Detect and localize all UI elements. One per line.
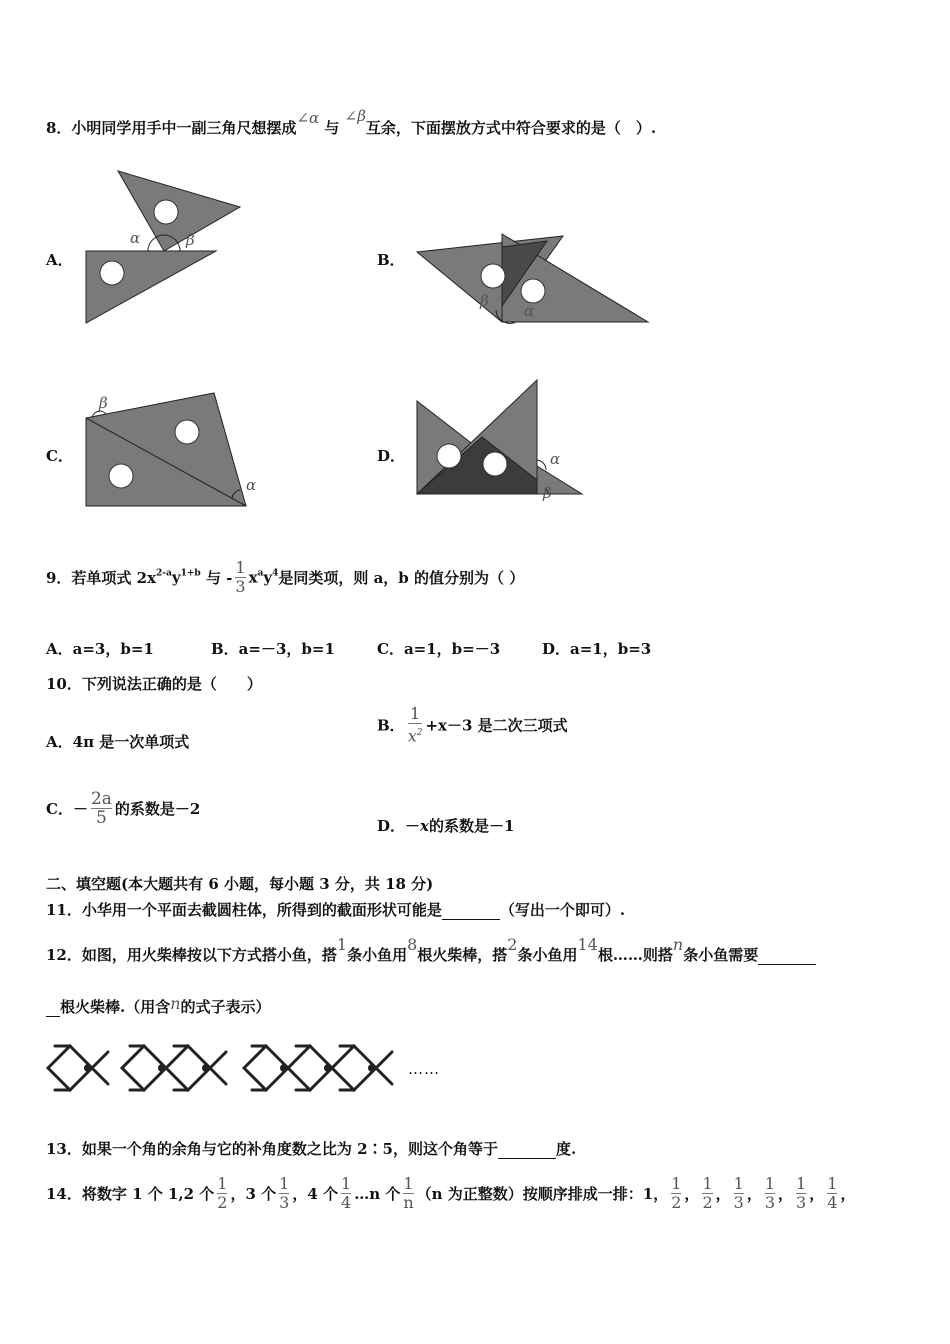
q14-sep: ， bbox=[778, 1185, 794, 1203]
q10-stem: 10．下列说法正确的是（ ） bbox=[46, 675, 262, 693]
q9-option-d: D．a=1，b=3 bbox=[542, 640, 652, 658]
q10-option-c bbox=[46, 790, 200, 827]
q10-d-rest: 的系数是－1 bbox=[428, 817, 515, 835]
q10-b-label: B． bbox=[377, 716, 405, 735]
q9-option-c: C．a=1，b=－3 bbox=[377, 640, 501, 658]
q8-text-after: 互余，下面摆放方式中符合要求的是（ ）. bbox=[365, 119, 657, 137]
q14-p4: …n 个 bbox=[354, 1185, 401, 1203]
q14-seq-3 bbox=[765, 1175, 775, 1212]
q9-suffix: 是同类项，则 a，b 的值分别为（ ） bbox=[278, 569, 525, 587]
q8-option-c-label: C． bbox=[46, 447, 73, 465]
q9-frac-num: 1 bbox=[235, 558, 246, 577]
q8-option-d-label: D． bbox=[377, 447, 406, 465]
q10-d-x: x bbox=[420, 817, 429, 835]
q12-p1: 12．如图，用火柴棒按以下方式搭小鱼，搭 bbox=[46, 946, 337, 964]
q8-angle-alpha: ∠α bbox=[296, 109, 320, 127]
q14-seq-1-num: 1 bbox=[702, 1174, 713, 1193]
q14-f4-den: n bbox=[403, 1193, 414, 1212]
q14-seq-0-num: 1 bbox=[671, 1174, 682, 1193]
q12-line2 bbox=[46, 996, 271, 1017]
q8-option-a-label: A． bbox=[46, 251, 73, 269]
q14-f3-den: 4 bbox=[341, 1193, 352, 1212]
q9-exp4: 4 bbox=[272, 568, 279, 579]
q14-f2-den: 3 bbox=[279, 1193, 290, 1212]
q14 bbox=[46, 1175, 855, 1212]
q14-f4-num: 1 bbox=[403, 1174, 414, 1193]
q11-blank bbox=[442, 901, 500, 920]
q9-option-b: B．a=－3，b=1 bbox=[211, 640, 335, 658]
q12-p6: 条小鱼需要 bbox=[683, 946, 759, 964]
q13-blank bbox=[498, 1140, 556, 1159]
option-a-beta: β bbox=[186, 231, 195, 249]
q14-seq-0 bbox=[671, 1175, 681, 1212]
section-2-heading: 二、填空题(本大题共有 6 小题，每小题 3 分，共 18 分) bbox=[46, 875, 434, 893]
q12-n4: 14 bbox=[577, 935, 598, 954]
q14-seq-2-num: 1 bbox=[733, 1174, 744, 1193]
q14-seq-3-num: 1 bbox=[764, 1174, 776, 1193]
option-b-beta: β bbox=[480, 292, 489, 310]
q10-b-den-x: x bbox=[407, 726, 417, 746]
q9-y2: y bbox=[263, 568, 273, 587]
q14-seq-1 bbox=[702, 1175, 712, 1212]
q9-exp2: 1+b bbox=[180, 568, 201, 579]
q9-term: x bbox=[248, 568, 258, 587]
option-b-alpha: α bbox=[524, 302, 535, 320]
q12-p5: 根……则搭 bbox=[597, 946, 673, 964]
option-d-figure bbox=[417, 380, 582, 494]
q14-seq-3-den: 3 bbox=[764, 1193, 776, 1212]
q14-frac-2 bbox=[279, 1175, 289, 1212]
q10-b-rest: +x－3 是二次三项式 bbox=[425, 716, 568, 735]
q14-frac-1 bbox=[217, 1175, 227, 1212]
q14-seq-4-den: 3 bbox=[796, 1193, 807, 1212]
option-d-alpha: α bbox=[550, 450, 561, 468]
q14-f2-num: 1 bbox=[279, 1174, 290, 1193]
q10-option-d bbox=[377, 815, 514, 836]
option-c-alpha: α bbox=[246, 476, 257, 494]
q9-mid: 与 - bbox=[200, 569, 233, 587]
q13 bbox=[46, 1138, 576, 1159]
option-d-beta: β bbox=[543, 484, 552, 502]
q14-p2: ，3 个 bbox=[230, 1185, 277, 1203]
q14-seq-4-num: 1 bbox=[796, 1174, 807, 1193]
q9-exp3: a bbox=[257, 568, 264, 579]
q14-seq-5-num: 1 bbox=[827, 1174, 838, 1193]
q11-text: 11．小华用一个平面去截圆柱体，所得到的截面形状可能是 bbox=[46, 901, 442, 919]
q12-n5: n bbox=[672, 935, 684, 954]
q9-option-a: A．a=3，b=1 bbox=[46, 640, 154, 658]
q9-fraction bbox=[235, 559, 245, 596]
q12-n3: 2 bbox=[507, 935, 518, 954]
q12-p2: 条小鱼用 bbox=[347, 946, 408, 964]
q12-line2-n: n bbox=[170, 994, 181, 1013]
q14-f1-den: 2 bbox=[217, 1193, 228, 1212]
q10-b-den bbox=[408, 724, 423, 745]
q9-y: y bbox=[171, 568, 181, 587]
q14-p3: ，4 个 bbox=[292, 1185, 339, 1203]
q8-angle-beta: ∠β bbox=[344, 107, 366, 125]
q14-sep: ， bbox=[684, 1185, 700, 1203]
q12-p3: 根火柴棒，搭 bbox=[417, 946, 508, 964]
q12-n1: 1 bbox=[336, 935, 348, 954]
q10-b-den-exp: 2 bbox=[416, 728, 423, 738]
q12-line1 bbox=[46, 935, 816, 965]
q8-text-before: 8．小明同学用手中一副三角尺想摆成 bbox=[46, 119, 297, 137]
q12-blank-b bbox=[46, 998, 60, 1017]
q14-seq-5-den: 4 bbox=[827, 1193, 838, 1212]
q11 bbox=[46, 899, 625, 920]
q14-sep: ， bbox=[809, 1185, 825, 1203]
q13-text: 13．如果一个角的余角与它的补角度数之比为 2∶5，则这个角等于 bbox=[46, 1140, 498, 1158]
q9-frac-den: 3 bbox=[235, 577, 246, 596]
q14-p5: （n 为正整数）按顺序排成一排：1， bbox=[416, 1185, 669, 1203]
q12-blank-a bbox=[758, 946, 816, 965]
q14-seq-2-den: 3 bbox=[733, 1193, 744, 1212]
q10-c-rest: 的系数是－2 bbox=[114, 800, 201, 818]
q14-seq-5 bbox=[827, 1175, 837, 1212]
q13-suffix: 度. bbox=[555, 1140, 577, 1158]
q10-c-num: 2a bbox=[90, 789, 112, 809]
q10-option-b bbox=[377, 705, 568, 745]
option-a-alpha: α bbox=[130, 229, 141, 247]
q14-frac-4 bbox=[403, 1175, 413, 1212]
matchstick-fish bbox=[48, 1046, 392, 1090]
q14-seq-1-den: 2 bbox=[702, 1193, 713, 1212]
fish-ellipsis: …… bbox=[408, 1060, 440, 1078]
q14-f1-num: 1 bbox=[217, 1174, 228, 1193]
q12-p4: 条小鱼用 bbox=[517, 946, 578, 964]
option-c-figure bbox=[86, 393, 246, 506]
q14-sep: ， bbox=[746, 1185, 762, 1203]
q12-n2: 8 bbox=[407, 935, 418, 954]
q14-f3-num: 1 bbox=[341, 1174, 352, 1193]
q14-seq-2 bbox=[734, 1175, 744, 1212]
q10-b-fraction bbox=[408, 705, 423, 745]
q10-c-fraction bbox=[91, 790, 112, 827]
q9-exp1: 2-a bbox=[156, 568, 172, 579]
q14-frac-3 bbox=[341, 1175, 351, 1212]
q10-b-num: 1 bbox=[409, 704, 421, 723]
q11-suffix: （写出一个即可）. bbox=[499, 901, 626, 919]
q14-seq-0-den: 2 bbox=[671, 1193, 682, 1212]
q14-sep: ， bbox=[840, 1185, 856, 1203]
q12-line2-p1: 根火柴棒.（用含 bbox=[60, 998, 171, 1016]
q10-option-a: A．4π 是一次单项式 bbox=[46, 733, 190, 751]
q14-seq-4 bbox=[796, 1175, 806, 1212]
q10-c-den: 5 bbox=[96, 808, 107, 828]
option-c-beta: β bbox=[99, 394, 108, 412]
q8-option-b-label: B． bbox=[377, 251, 405, 269]
q10-c-label: C．－ bbox=[46, 800, 88, 818]
q8-and: 与 bbox=[324, 119, 340, 137]
q9-prefix: 9．若单项式 2x bbox=[46, 569, 157, 587]
q10-d-label: D．－ bbox=[377, 817, 421, 835]
q9-stem bbox=[46, 559, 524, 596]
q14-sep: ， bbox=[715, 1185, 731, 1203]
q12-line2-p2: 的式子表示） bbox=[180, 998, 271, 1016]
option-a-figure bbox=[86, 171, 240, 323]
q14-p1: 14．将数字 1 个 1,2 个 bbox=[46, 1185, 215, 1203]
